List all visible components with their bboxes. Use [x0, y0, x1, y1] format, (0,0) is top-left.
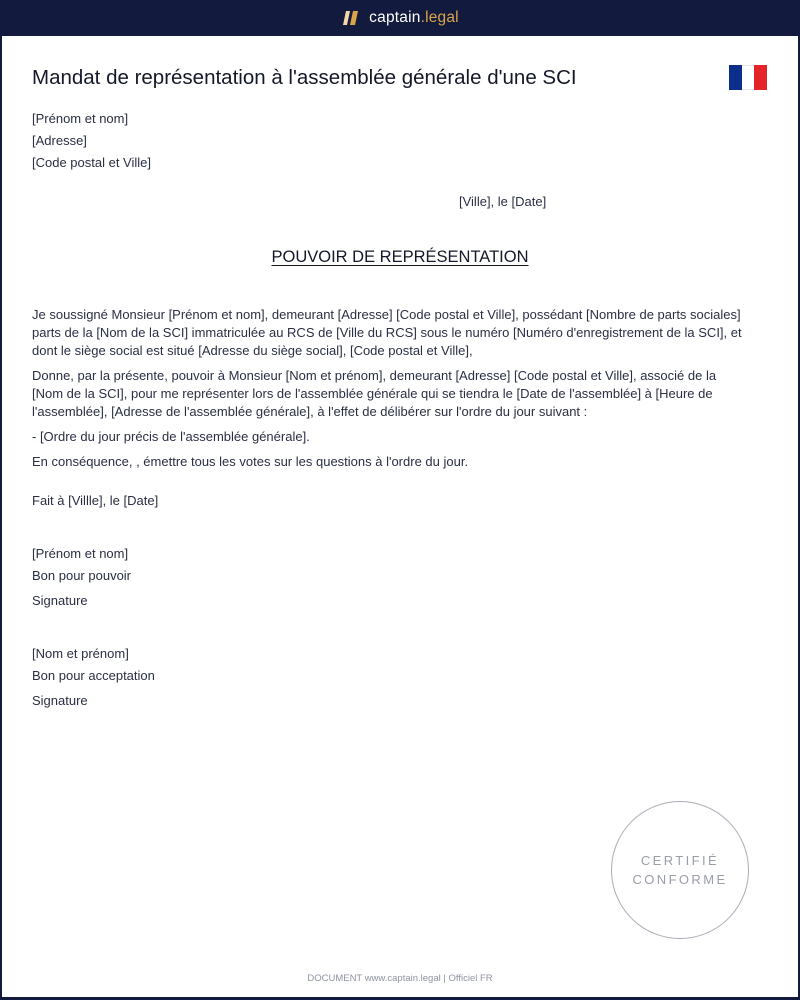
stamp-line-2: CONFORME	[632, 872, 728, 887]
document-title: Mandat de représentation à l'assemblée générale d'une SCI	[32, 66, 577, 89]
brand-dot: .	[420, 9, 426, 26]
signatory-1-signature: Signature	[32, 593, 88, 608]
brand-name: captain	[369, 9, 421, 26]
signatory-2-signature: Signature	[32, 693, 88, 708]
signatory-1-mention: Bon pour pouvoir	[32, 568, 132, 583]
paragraph-votes: En conséquence, , émettre tous les votes sur les questions à l'ordre du jour.	[32, 454, 469, 469]
sender-city: [Code postal et Ville]	[32, 155, 151, 170]
document-footer: DOCUMENT www.captain.legal | Officiel FR	[307, 973, 493, 984]
place-date: [Ville], le [Date]	[459, 194, 547, 209]
heading-text: POUVOIR DE REPRÉSENTATION	[271, 248, 529, 266]
top-bar	[0, 0, 800, 36]
brand-logo[interactable]	[341, 9, 459, 27]
signatory-2-mention: Bon pour acceptation	[32, 668, 155, 683]
brand-tld: legal	[425, 9, 459, 26]
done-at: Fait à [Villle], le [Date]	[32, 493, 159, 508]
france-flag-icon	[729, 65, 767, 90]
stamp-line-1: CERTIFIÉ	[640, 853, 720, 868]
paragraph-declaration: Je soussigné Monsieur [Prénom et nom], demeurant [Adresse] [Code postal et Ville], possédant [Nombre de parts sociales] parts de la [Nom de la SCI] immatriculée au RCS de [Ville du RCS] sous le numéro [Numéro d'enregistrement de la SCI], et dont le siège social est situé [Adresse du siège social], [Code postal et Ville],	[32, 307, 742, 358]
signatory-1-name: [Prénom et nom]	[32, 546, 129, 561]
paragraph-mandate: Donne, par la présente, pouvoir à Monsieur [Nom et prénom], demeurant [Adresse] [Code postal et Ville], associé de la [Nom de la SCI], pour me représenter lors de l'assemblée générale qui se tiendra le [Date de l'assemblée] à [Heure de l'assemblée], [Adresse de l'assemblée générale], à l'effet de délibérer sur l'ordre du jour suivant :	[32, 368, 717, 419]
flag-stripe-blue	[729, 65, 742, 90]
paragraph-agenda: - [Ordre du jour précis de l'assemblée générale].	[32, 429, 310, 444]
sender-name: [Prénom et nom]	[32, 111, 129, 126]
certified-stamp	[611, 801, 749, 939]
brand-wordmark	[369, 9, 459, 27]
flag-stripe-white	[742, 65, 755, 90]
sender-address: [Adresse]	[32, 133, 87, 148]
flag-stripe-red	[754, 65, 767, 90]
signatory-2-name: [Nom et prénom]	[32, 646, 129, 661]
document-heading	[0, 248, 800, 267]
captain-legal-logo-icon	[341, 10, 361, 26]
